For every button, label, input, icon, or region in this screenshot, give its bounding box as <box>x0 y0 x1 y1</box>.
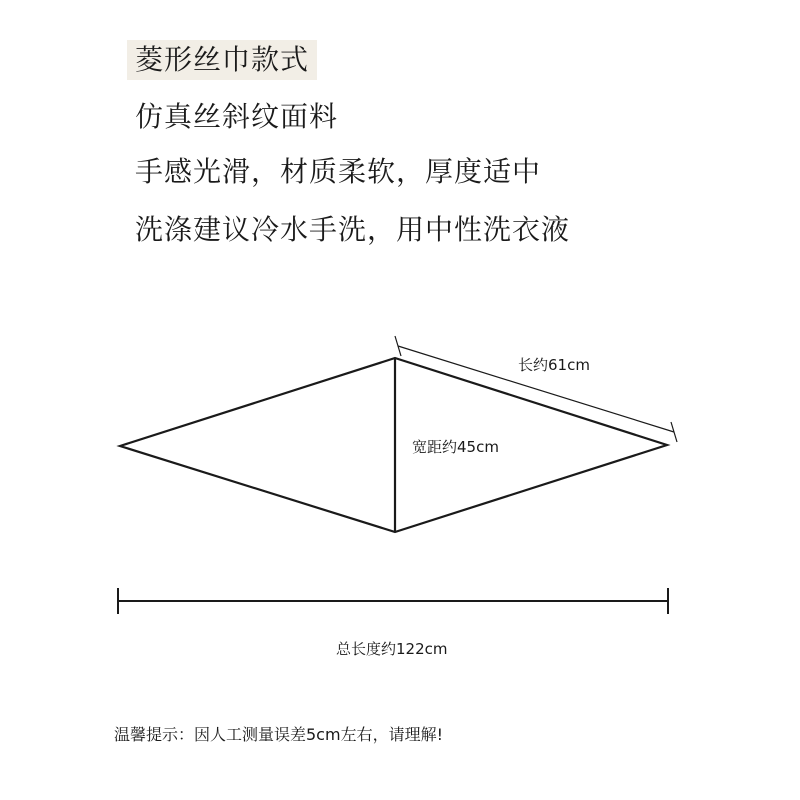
scarf-diagram <box>0 300 800 680</box>
side-dimension <box>395 336 677 442</box>
total-dimension <box>118 588 668 614</box>
feature-fabric: 仿真丝斜纹面料 <box>135 100 339 133</box>
feature-texture: 手感光滑，材质柔软，厚度适中 <box>135 155 542 188</box>
width-label: 宽距约45cm <box>412 438 499 456</box>
rhombus-shape <box>120 358 667 532</box>
feature-style: 菱形丝巾款式 <box>127 40 317 80</box>
total-length-label: 总长度约122cm <box>336 640 448 658</box>
feature-care: 洗涤建议冷水手洗，用中性洗衣液 <box>135 213 571 246</box>
measurement-note: 温馨提示：因人工测量误差5cm左右，请理解! <box>114 725 443 744</box>
feature-list <box>0 0 800 260</box>
side-length-label: 长约61cm <box>518 356 590 374</box>
